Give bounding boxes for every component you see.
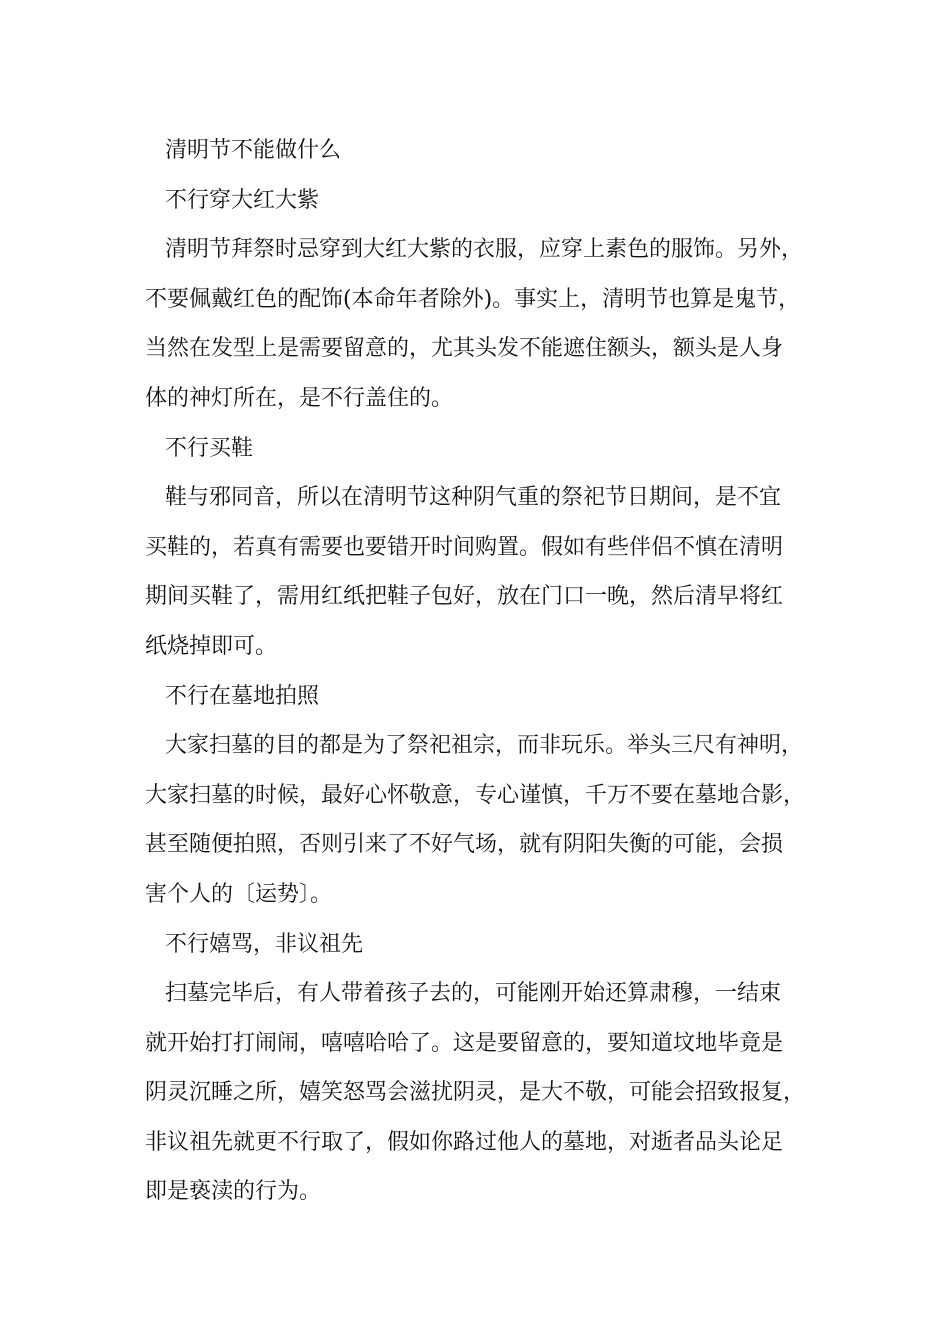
section-heading: 不行在墓地拍照 (165, 683, 320, 709)
section-heading: 不行嬉骂，非议祖先 (165, 931, 364, 957)
section-heading: 不行穿大红大紫 (165, 187, 320, 213)
paragraph-line: 期间买鞋了，需用红纸把鞋子包好，放在门口一晚，然后清早将红 (145, 584, 784, 610)
paragraph-line: 扫墓完毕后，有人带着孩子去的，可能刚开始还算肃穆，一结束 (165, 981, 782, 1007)
paragraph-line: 非议祖先就更不行取了，假如你路过他人的墓地，对逝者品头论足 (145, 1129, 784, 1155)
paragraph-line: 大家扫墓的目的都是为了祭祀祖宗，而非玩乐。举头三尺有神明， (165, 733, 804, 759)
document-title: 清明节不能做什么 (165, 138, 342, 163)
document-body (145, 126, 825, 1217)
paragraph-line: 阴灵沉睡之所，嬉笑怒骂会滋扰阴灵，是大不敬，可能会招致报复， (145, 1080, 806, 1106)
paragraph-line: 当然在发型上是需要留意的，尤其头发不能遮住额头，额头是人身 (145, 336, 784, 362)
paragraph-line: 甚至随便拍照，否则引来了不好气场，就有阴阳失衡的可能，会损 (145, 832, 784, 858)
paragraph-line: 害个人的〔运势〕。 (145, 881, 333, 907)
paragraph-line: 就开始打打闹闹，嘻嘻哈哈了。这是要留意的，要知道坟地毕竟是 (145, 1030, 784, 1056)
paragraph-line: 即是亵渎的行为。 (145, 1179, 322, 1205)
paragraph-line: 不要佩戴红色的配饰(本命年者除外)。事实上，清明节也算是鬼节， (145, 286, 801, 312)
paragraph-line: 体的神灯所在，是不行盖住的。 (145, 385, 454, 411)
paragraph-line: 大家扫墓的时候，最好心怀敬意，专心谨慎，千万不要在墓地合影， (145, 782, 806, 808)
paragraph-line: 清明节拜祭时忌穿到大红大紫的衣服，应穿上素色的服饰。另外， (165, 237, 804, 263)
section-heading: 不行买鞋 (165, 435, 254, 461)
paragraph-line: 买鞋的，若真有需要也要错开时间购置。假如有些伴侣不慎在清明 (145, 534, 784, 560)
paragraph-line: 纸烧掉即可。 (145, 633, 278, 659)
paragraph-line: 鞋与邪同音，所以在清明节这种阴气重的祭祀节日期间，是不宜 (165, 485, 782, 511)
